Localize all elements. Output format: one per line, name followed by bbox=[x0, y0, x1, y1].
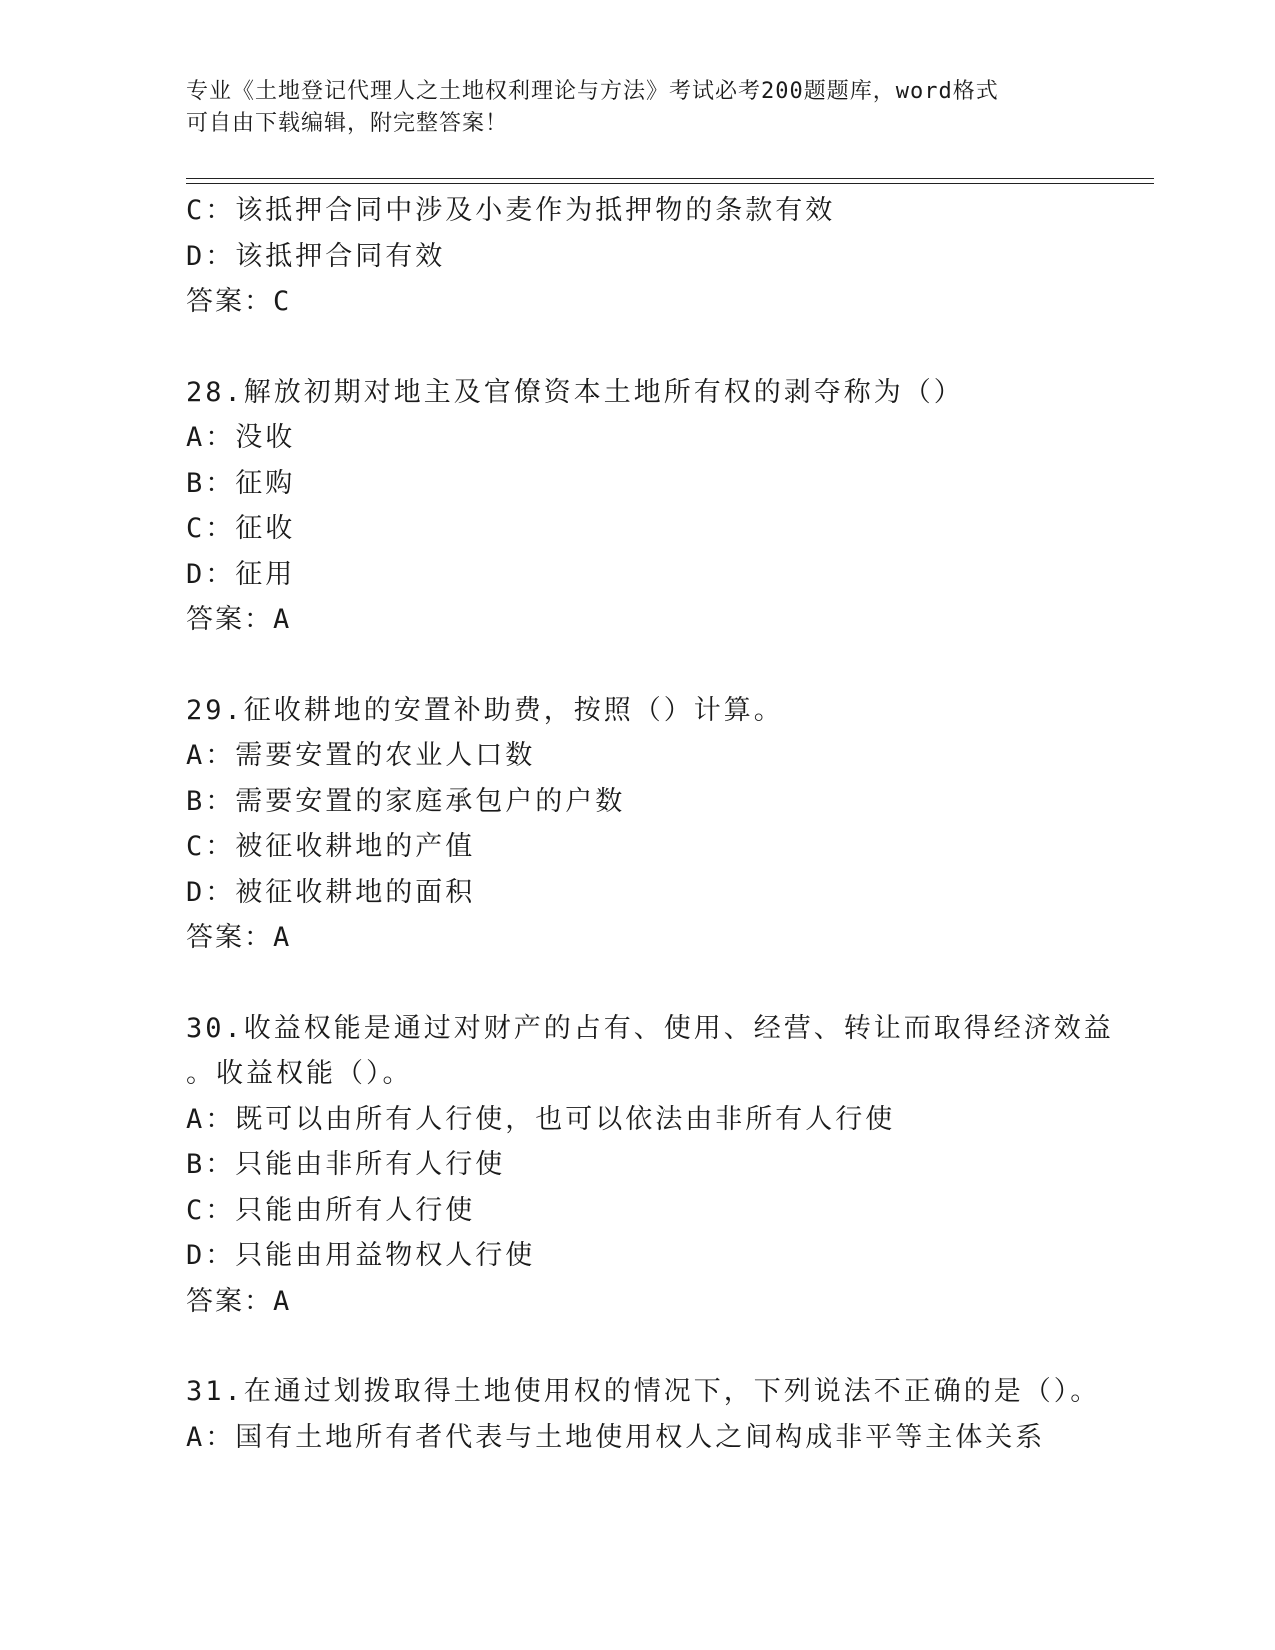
option-d: D：被征收耕地的面积 bbox=[186, 876, 476, 908]
question-31 bbox=[186, 1369, 1154, 1460]
answer: 答案：C bbox=[186, 286, 292, 317]
header-line-2: 可自由下载编辑，附完整答案！ bbox=[186, 111, 509, 136]
question-30 bbox=[186, 1006, 1154, 1325]
document-header bbox=[186, 76, 1086, 140]
option-a: A：既可以由所有人行使，也可以依法由非所有人行使 bbox=[186, 1103, 896, 1135]
question-title-line-1: 30.收益权能是通过对财产的占有、使用、经营、转让而取得经济效益 bbox=[186, 1012, 1114, 1044]
option-a: A：需要安置的农业人口数 bbox=[186, 740, 536, 771]
answer: 答案：A bbox=[186, 604, 292, 635]
option-b: B：征购 bbox=[186, 467, 296, 499]
option-d: D：征用 bbox=[186, 558, 296, 590]
option-d: D：只能由用益物权人行使 bbox=[186, 1240, 536, 1271]
option-c: C：只能由所有人行使 bbox=[186, 1194, 476, 1226]
question-29 bbox=[186, 688, 1154, 961]
spacer bbox=[186, 643, 1154, 688]
spacer bbox=[186, 325, 1154, 370]
question-list bbox=[186, 188, 1154, 1460]
option-a: A：国有土地所有者代表与土地使用权人之间构成非平等主体关系 bbox=[186, 1421, 1046, 1453]
question-title: 31.在通过划拨取得土地使用权的情况下，下列说法不正确的是（）。 bbox=[186, 1376, 1101, 1407]
question-title: 28.解放初期对地主及官僚资本土地所有权的剥夺称为（） bbox=[186, 376, 964, 408]
header-line-1: 专业《土地登记代理人之土地权利理论与方法》考试必考200题题库，word格式 bbox=[186, 79, 999, 104]
option-c: C：被征收耕地的产值 bbox=[186, 831, 476, 862]
question-27-partial bbox=[186, 188, 1154, 325]
answer: 答案：A bbox=[186, 1285, 292, 1317]
option-d: D：该抵押合同有效 bbox=[186, 240, 446, 272]
question-28 bbox=[186, 370, 1154, 643]
header-divider-bottom bbox=[186, 183, 1154, 184]
question-title: 29.征收耕地的安置补助费，按照（）计算。 bbox=[186, 694, 784, 726]
spacer bbox=[186, 1324, 1154, 1369]
header-divider-top bbox=[186, 178, 1154, 179]
option-c: C：该抵押合同中涉及小麦作为抵押物的条款有效 bbox=[186, 195, 836, 226]
option-b: B：只能由非所有人行使 bbox=[186, 1149, 506, 1180]
question-title-line-2: 。收益权能（）。 bbox=[186, 1058, 413, 1089]
spacer bbox=[186, 961, 1154, 1006]
option-c: C：征收 bbox=[186, 513, 296, 544]
option-a: A：没收 bbox=[186, 422, 296, 453]
answer: 答案：A bbox=[186, 922, 292, 953]
option-b: B：需要安置的家庭承包户的户数 bbox=[186, 785, 626, 817]
